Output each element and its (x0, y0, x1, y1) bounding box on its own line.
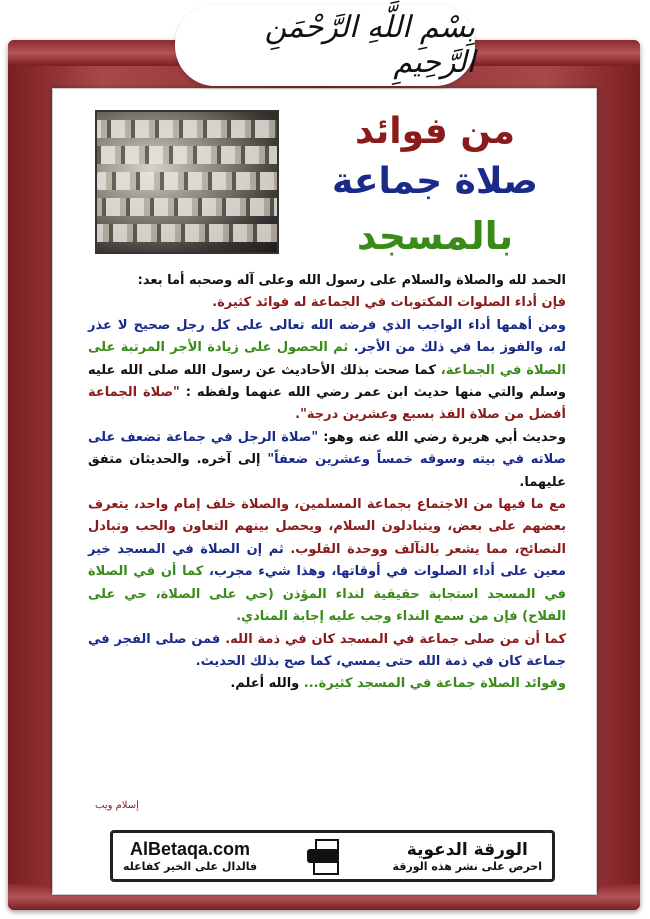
photo-row (95, 198, 279, 216)
title-block (300, 108, 570, 264)
basmala-text: بِسْمِ اللَّهِ الرَّحْمَنِ الرَّحِيمِ (264, 10, 475, 80)
para-hadith-2: "صلاة الرجل في جماعة تضعف على صلاته في بيته وسوقه خمساً وعشرين ضعفاً" (88, 429, 567, 468)
photo-row (95, 224, 279, 242)
photo-row (95, 146, 279, 164)
para-hadith-2-end: إلى آخره. والحديثان متفق عليهما. (88, 452, 566, 490)
para-reward: ثم الحصول على زيادة الأجر المرتبة على الصلاة في الجماعة، (88, 340, 566, 378)
footer-tagline: فالدال على الخير كفاعله (123, 860, 258, 873)
para-hadith-intro: كما صحت بذلك الأحاديث عن رسول الله صلى الله عليه وسلم والتي منها حديث ابن عمر رضي الله عنهما ولفظه : (88, 362, 567, 401)
photo-row (95, 120, 279, 138)
site-link[interactable]: AlBetaqa.com (130, 839, 251, 859)
para-punctuality: ثم إن الصلاة في المسجد خير معين على أداء الصلوات في أوقاتها، وهذا شيء مجرب، (88, 541, 566, 580)
para-community: مع ما فيها من الاجتماع بجماعة المسلمين، والصلاة خلف إمام واحد، يتعرف بعضهم على بعض، ويتبادلون السلام، ويحصل بينهم التعاون والحب وتبادل النصائح، مما يشعر بالتآلف ووحدة القلوب. (88, 497, 566, 557)
footer-brand: الورقة الدعوية (406, 839, 528, 860)
basmala-banner (175, 4, 475, 86)
article-body (88, 270, 566, 696)
title-line-3: بالمسجد (356, 214, 514, 258)
para-duty: ومن أهمها أداء الواجب الذي فرضه الله تعالى على كل رجل صحيح لا عذر له، والفوز بما في ذلك من الأجر. (88, 317, 566, 356)
footer-note: احرص على نشر هذه الورقة (392, 859, 542, 873)
prayer-photo (95, 110, 279, 254)
para-hadith-1: "صلاة الجماعة أفضل من صلاة الفذ بسبع وعشرين درجة". (88, 385, 566, 423)
para-adhan: كما أن في الصلاة في المسجد استجابة حقيقية لنداء المؤذن (حي على الصلاة، حي على الفلاح) فإن من سمع النداء وجب عليه إجابة المنادي. (88, 564, 566, 625)
para-conclusion: وفوائد الصلاة جماعة في المسجد كثيرة... (303, 676, 566, 692)
footer-brand-block (393, 840, 542, 873)
printer-icon (305, 839, 345, 873)
para-benefits: فإن أداء الصلوات المكتوبات في الجماعة له فوائد كثيرة. (212, 295, 566, 311)
para-intro: الحمد لله والصلاة والسلام على رسول الله وعلى آله وصحبه أما بعد: (137, 273, 566, 288)
source-credit: إسلام ويب (95, 800, 139, 811)
para-hadith-2-intro: وحديث أبي هريرة رضي الله عنه وهو: (323, 429, 567, 445)
para-protection: كما أن من صلى جماعة في المسجد كان في ذمة الله. (225, 631, 567, 647)
para-fajr: فمن صلى الفجر في جماعة كان في ذمة الله حتى يمسي، كما صح بذلك الحديث. (88, 631, 566, 669)
footer-site-block (123, 839, 257, 873)
para-closing: والله أعلم. (230, 676, 300, 692)
footer-box (110, 830, 555, 882)
photo-row (95, 172, 279, 190)
title-line-2: صلاة جماعة (332, 161, 538, 202)
title-line-1: من فوائد (354, 111, 515, 152)
